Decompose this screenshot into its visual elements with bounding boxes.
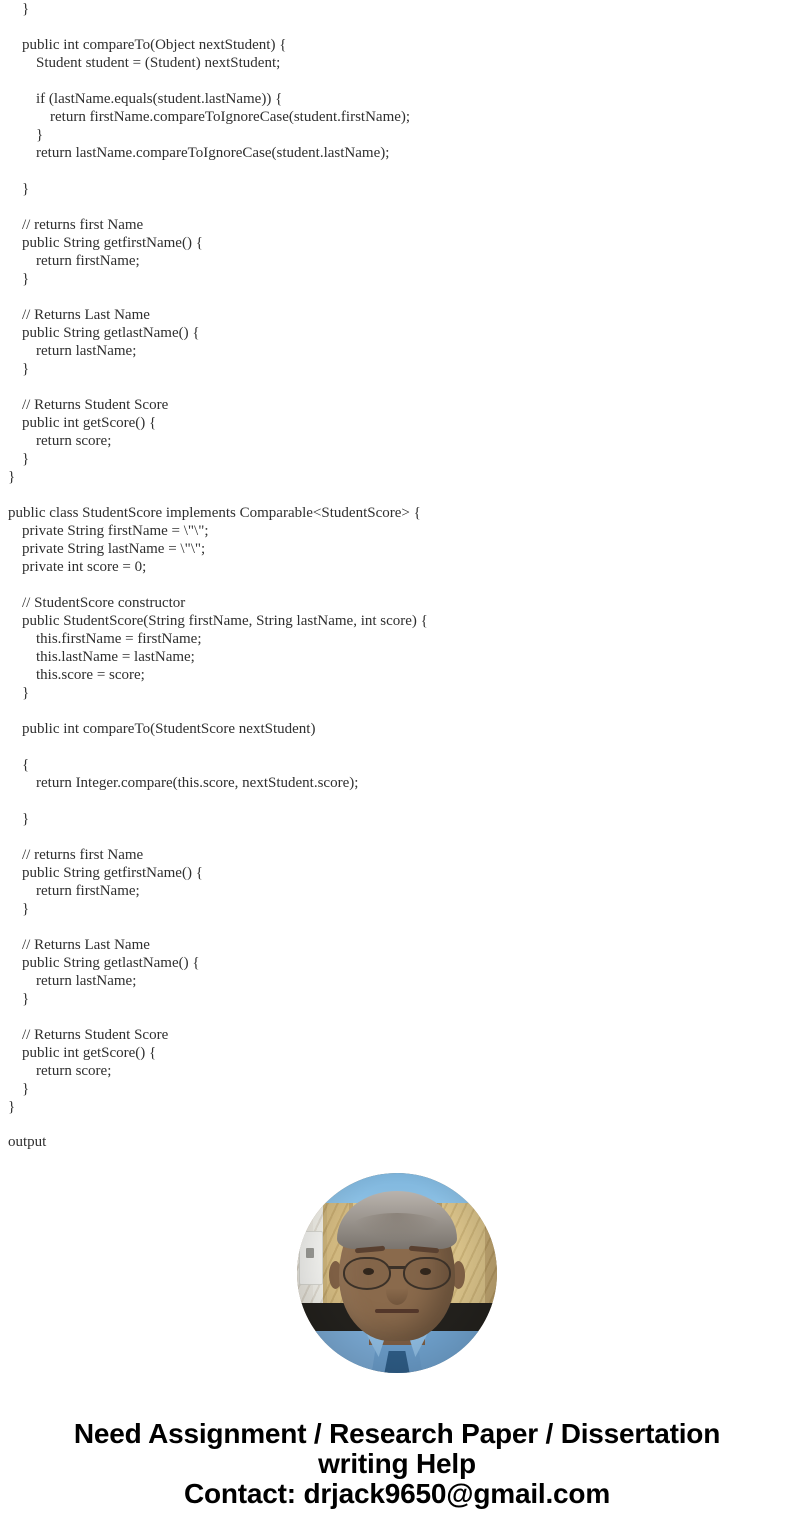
code-line: private String lastName = \"\"; (22, 541, 206, 557)
promo-line-1: Need Assignment / Research Paper / Dissertation (73, 1418, 721, 1449)
code-line: } (22, 361, 30, 377)
code-line: public String getfirstName() { (22, 865, 203, 881)
code-blank-line (8, 72, 786, 90)
promo-banner (0, 1419, 794, 1509)
photo-nose (386, 1277, 408, 1305)
code-line: return lastName; (36, 973, 137, 989)
code-line: this.lastName = lastName; (36, 649, 195, 665)
code-blank-line (8, 162, 786, 180)
code-line: return firstName; (36, 883, 140, 899)
code-line: return score; (36, 1063, 112, 1079)
photo-mouth (375, 1309, 419, 1313)
code-line: // StudentScore constructor (22, 595, 186, 611)
code-blank-line (8, 792, 786, 810)
code-line: // Returns Student Score (22, 1027, 169, 1043)
code-blank-line (8, 1008, 786, 1026)
code-line: return score; (36, 433, 112, 449)
code-line: // returns first Name (22, 847, 144, 863)
code-line: } (22, 1081, 30, 1097)
code-line: } (22, 1, 30, 17)
code-blank-line (8, 378, 786, 396)
code-blank-line (8, 828, 786, 846)
code-line: public int getScore() { (22, 1045, 157, 1061)
code-blank-line (8, 918, 786, 936)
code-line: } (8, 469, 16, 485)
promo-line-2: writing Help (318, 1448, 476, 1479)
output-label: output (8, 1134, 47, 1150)
code-line: public int compareTo(Object nextStudent) { (22, 37, 287, 53)
photo-light-switch (299, 1231, 323, 1285)
code-line: if (lastName.equals(student.lastName)) { (36, 91, 283, 107)
code-line: public class StudentScore implements Comparable<StudentScore> { (8, 505, 421, 521)
code-blank-line (8, 288, 786, 306)
code-line: } (22, 181, 30, 197)
code-line: } (22, 811, 30, 827)
code-line: public String getfirstName() { (22, 235, 203, 251)
code-line: this.score = score; (36, 667, 145, 683)
photo-shirt-left (298, 1331, 379, 1373)
code-line: return Integer.compare(this.score, nextStudent.score); (36, 775, 359, 791)
code-blank-line (8, 702, 786, 720)
promo-line-3: Contact: drjack9650@gmail.com (183, 1478, 611, 1509)
code-line: // Returns Last Name (22, 307, 150, 323)
code-line: // Returns Last Name (22, 937, 150, 953)
code-line: this.firstName = firstName; (36, 631, 202, 647)
photo-glasses-bridge (389, 1266, 405, 1269)
code-line: } (22, 451, 30, 467)
code-line: public String getlastName() { (22, 955, 200, 971)
code-line: return lastName.compareToIgnoreCase(student.lastName); (36, 145, 390, 161)
code-line: } (22, 685, 30, 701)
code-line: public int compareTo(StudentScore nextStudent) (22, 721, 316, 737)
photo-lens-right (403, 1257, 451, 1290)
code-line: } (22, 271, 30, 287)
code-line: { (22, 757, 30, 773)
code-line: return firstName; (36, 253, 140, 269)
code-blank-line (8, 18, 786, 36)
photo-shirt-right (416, 1331, 497, 1373)
code-line: public String getlastName() { (22, 325, 200, 341)
code-blank-line (8, 198, 786, 216)
code-line: private String firstName = \"\"; (22, 523, 209, 539)
code-line: Student student = (Student) nextStudent; (36, 55, 281, 71)
photo-lens-left (343, 1257, 391, 1290)
code-line: private int score = 0; (22, 559, 147, 575)
code-blank-line (8, 738, 786, 756)
code-line: public StudentScore(String firstName, String lastName, int score) { (22, 613, 428, 629)
portrait-container (0, 1173, 794, 1373)
code-line: return firstName.compareToIgnoreCase(student.firstName); (50, 109, 411, 125)
code-line: public int getScore() { (22, 415, 157, 431)
code-line: } (36, 127, 44, 143)
avatar (297, 1173, 497, 1373)
code-blank-line (8, 486, 786, 504)
code-line: } (22, 901, 30, 917)
code-blank-line (8, 576, 786, 594)
code-line: } (8, 1099, 16, 1115)
code-line: } (22, 991, 30, 1007)
code-line: // returns first Name (22, 217, 144, 233)
code-line: // Returns Student Score (22, 397, 169, 413)
code-line: return lastName; (36, 343, 137, 359)
